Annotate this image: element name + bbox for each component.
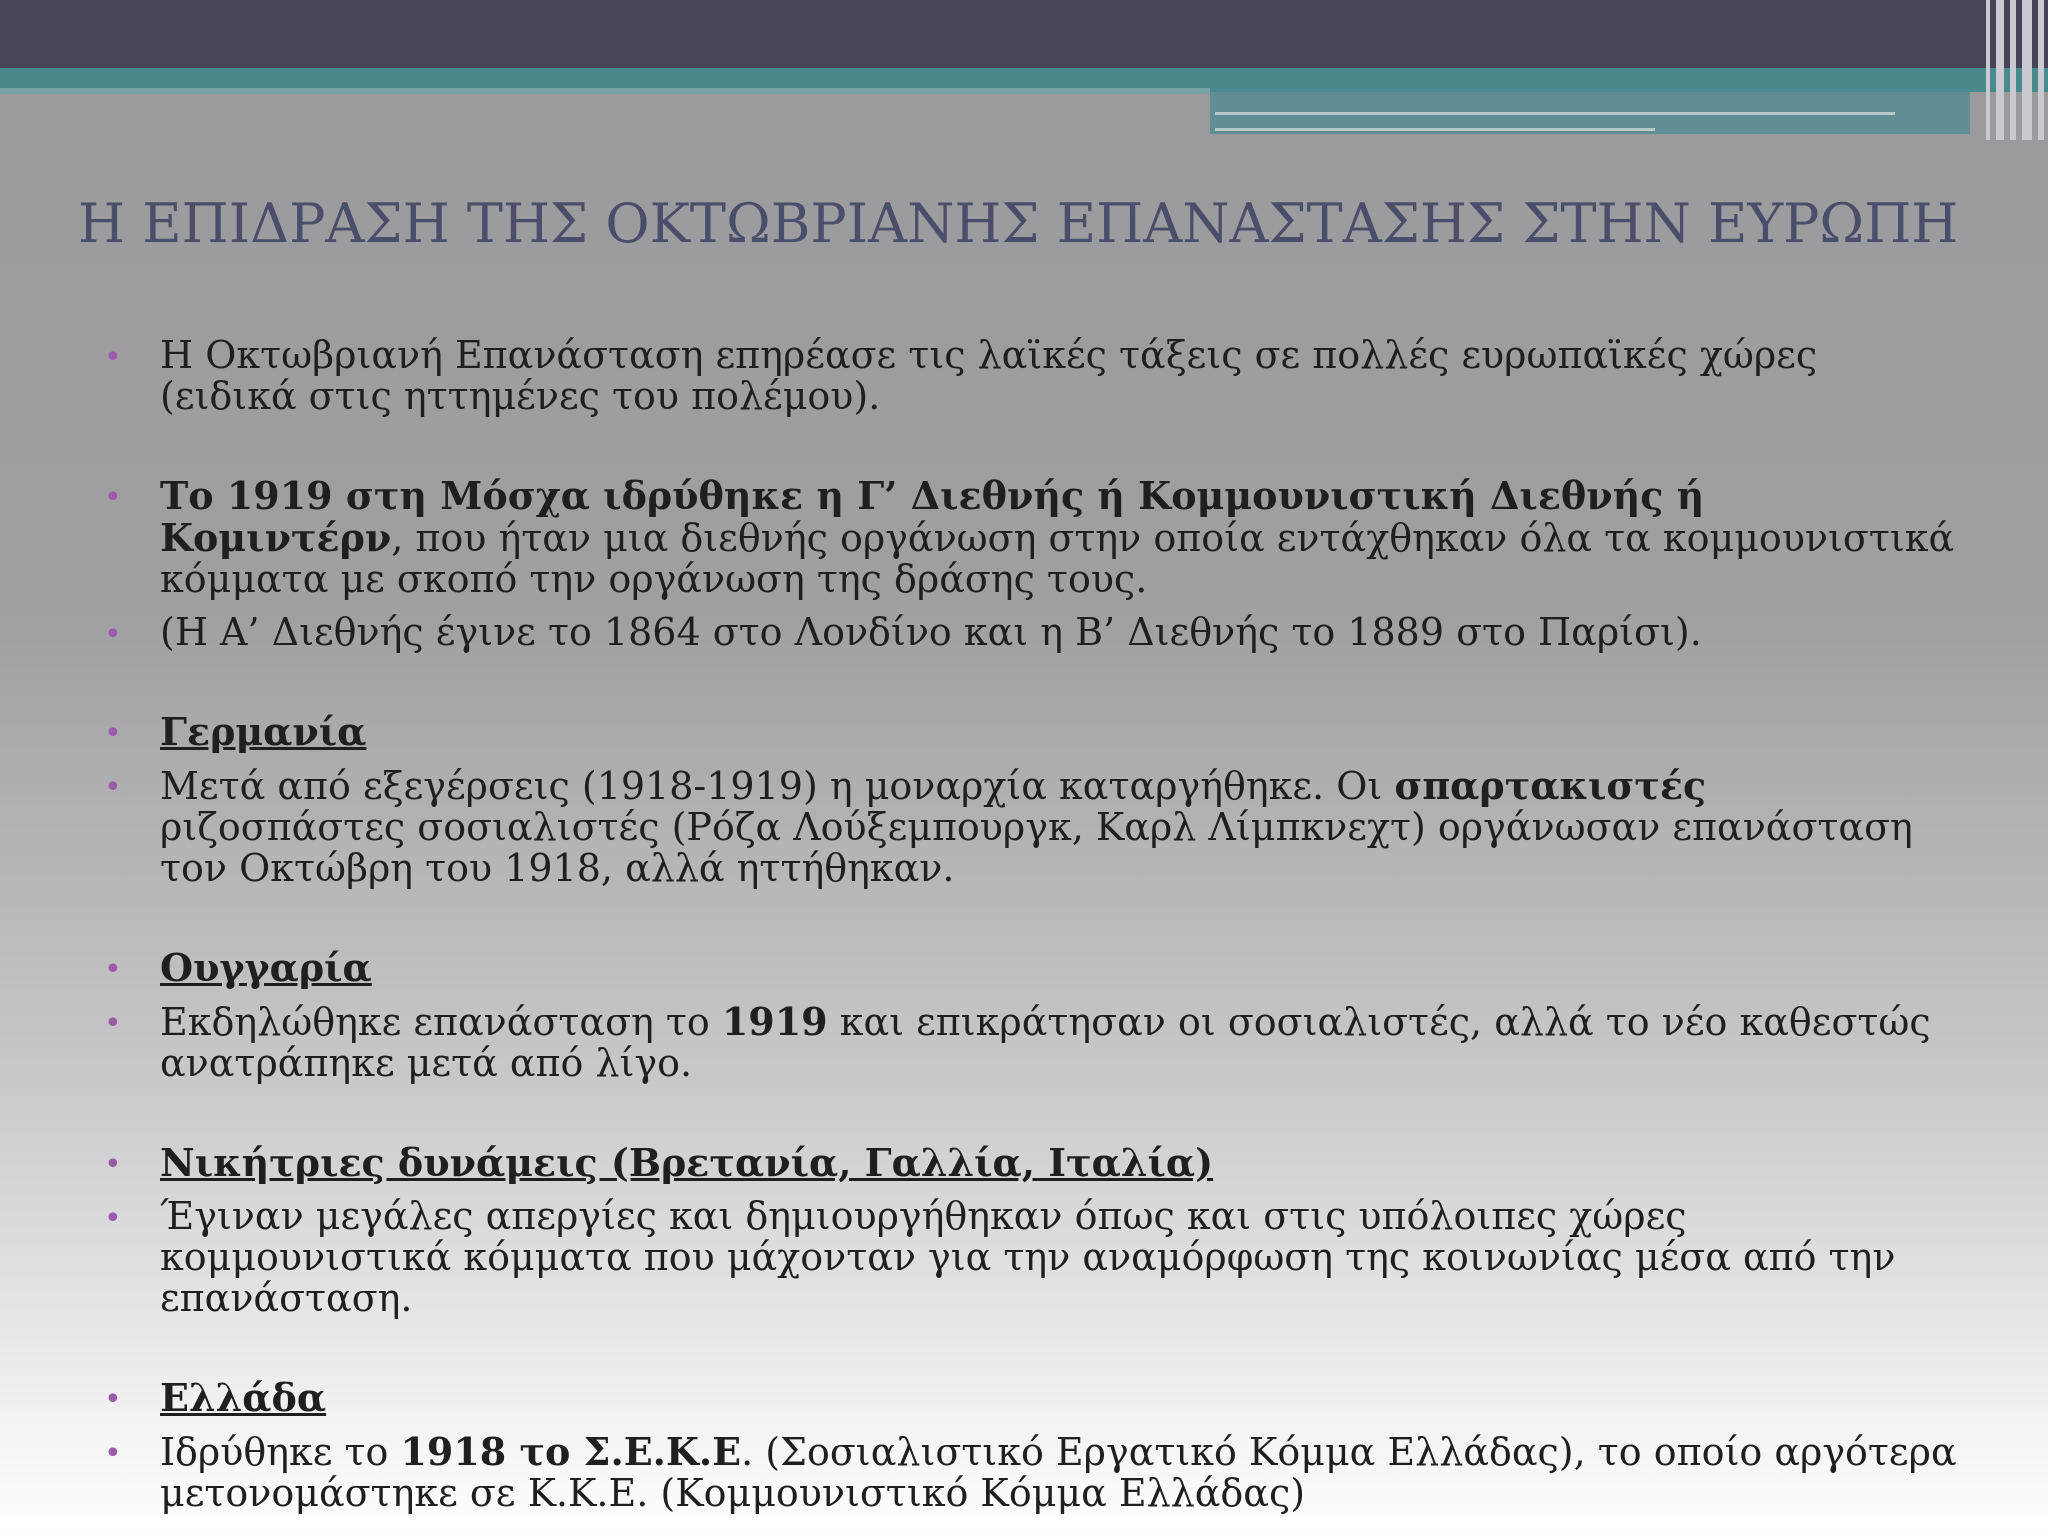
header-stripe (2038, 0, 2044, 140)
bullet-text: , που ήταν μια διεθνής οργάνωση στην οποία εντάχθηκαν όλα τα κομμουνιστικά κόμματα με σκοπό την οργάνωση της δράσης τους. (160, 516, 1955, 601)
section-heading: Γερμανία (160, 709, 367, 754)
bullet-heading-victors (100, 1142, 1960, 1184)
header-stripe (2022, 0, 2032, 140)
bullet-text: (Η Α’ Διεθνής έγινε το 1864 στο Λονδίνο και η Β’ Διεθνής το 1889 στο Παρίσι). (160, 610, 1702, 654)
bullet-text: Ιδρύθηκε το (160, 1430, 401, 1474)
bullet-text: και επικράτησαν οι σοσιαλιστές, αλλά το νέο καθεστώς ανατράπηκε μετά από λίγο. (160, 1000, 1931, 1085)
bullet-icon: • (104, 480, 122, 515)
bullet-text: ριζοσπάστες σοσιαλιστές (Ρόζα Λούξεμπουργκ, Καρλ Λίμπκνεχτ) οργάνωσαν επανάσταση τον Οκτώβρη του 1918, αλλά ηττήθηκαν. (160, 805, 1913, 890)
bullet-heading-greece (100, 1377, 1960, 1419)
bullet-icon: • (104, 1147, 122, 1182)
header-thin-line (1215, 112, 1895, 115)
bullet-item (100, 612, 1960, 653)
section-heading: Ελλάδα (160, 1375, 327, 1420)
bullet-icon: • (104, 340, 122, 375)
bullet-text: Εκδηλώθηκε επανάσταση το (160, 1000, 722, 1044)
bullet-text: Έγιναν μεγάλες απεργίες και δημιουργήθηκαν όπως και στις υπόλοιπες χώρες κομμουνιστικά κόμματα που μάχονταν για την αναμόρφωση της κοινωνίας μέσα από την επανάσταση. (160, 1194, 1896, 1320)
header-stripe (1996, 0, 2004, 140)
bullet-icon: • (104, 1436, 122, 1471)
section-heading: Νικήτριες δυνάμεις (Βρετανία, Γαλλία, Ιταλία) (160, 1140, 1214, 1185)
bullet-text-bold: 1918 το Σ.Ε.Κ.Ε (400, 1429, 742, 1474)
slide-body (100, 335, 1960, 1514)
bullet-icon: • (104, 1201, 122, 1236)
bullet-item (100, 1431, 1960, 1514)
bullet-icon: • (104, 1382, 122, 1417)
bullet-item (100, 1001, 1960, 1084)
slide-title: Η ΕΠΙΔΡΑΣΗ ΤΗΣ ΟΚΤΩΒΡΙΑΝΗΣ ΕΠΑΝΑΣΤΑΣΗΣ ΣΤΗΝ ΕΥΡΩΠΗ (78, 192, 1959, 255)
bullet-text-bold: 1919 (721, 999, 828, 1044)
bullet-icon: • (104, 952, 122, 987)
bullet-item (100, 1196, 1960, 1319)
bullet-item (100, 765, 1960, 889)
bullet-icon: • (104, 617, 122, 652)
bullet-heading-germany (100, 711, 1960, 753)
header-stripe (2010, 0, 2016, 140)
bullet-item (100, 475, 1960, 600)
section-heading: Ουγγαρία (160, 945, 372, 990)
bullet-icon: • (104, 770, 122, 805)
bullet-text: . (Σοσιαλιστικό Εργατικό Κόμμα Ελλάδας), το οποίο αργότερα μετονομάστηκε σε Κ.Κ.Ε. (Κομμουνιστικό Κόμμα Ελλάδας) (160, 1430, 1957, 1515)
bullet-item (100, 335, 1960, 417)
bullet-text-bold: σπαρτακιστές (1394, 763, 1707, 808)
bullet-heading-hungary (100, 947, 1960, 989)
header-bar (0, 0, 2048, 68)
bullet-text: Μετά από εξεγέρσεις (1918-1919) η μοναρχία καταργήθηκε. Οι (160, 764, 1395, 808)
header-accent-line (0, 88, 1210, 94)
header-stripe (1986, 0, 1990, 140)
bullet-icon: • (104, 1006, 122, 1041)
bullet-text: Η Οκτωβριανή Επανάσταση επηρέασε τις λαϊκές τάξεις σε πολλές ευρωπαϊκές χώρες (ειδικά στις ηττημένες του πολέμου). (160, 333, 1818, 418)
bullet-icon: • (104, 716, 122, 751)
header-thin-line-2 (1215, 128, 1655, 131)
bullet-text-bold: Το 1919 στη Μόσχα ιδρύθηκε η Γ’ Διεθνής ή Κομμουνιστική Διεθνής ή Κομιντέρν (160, 473, 1705, 560)
